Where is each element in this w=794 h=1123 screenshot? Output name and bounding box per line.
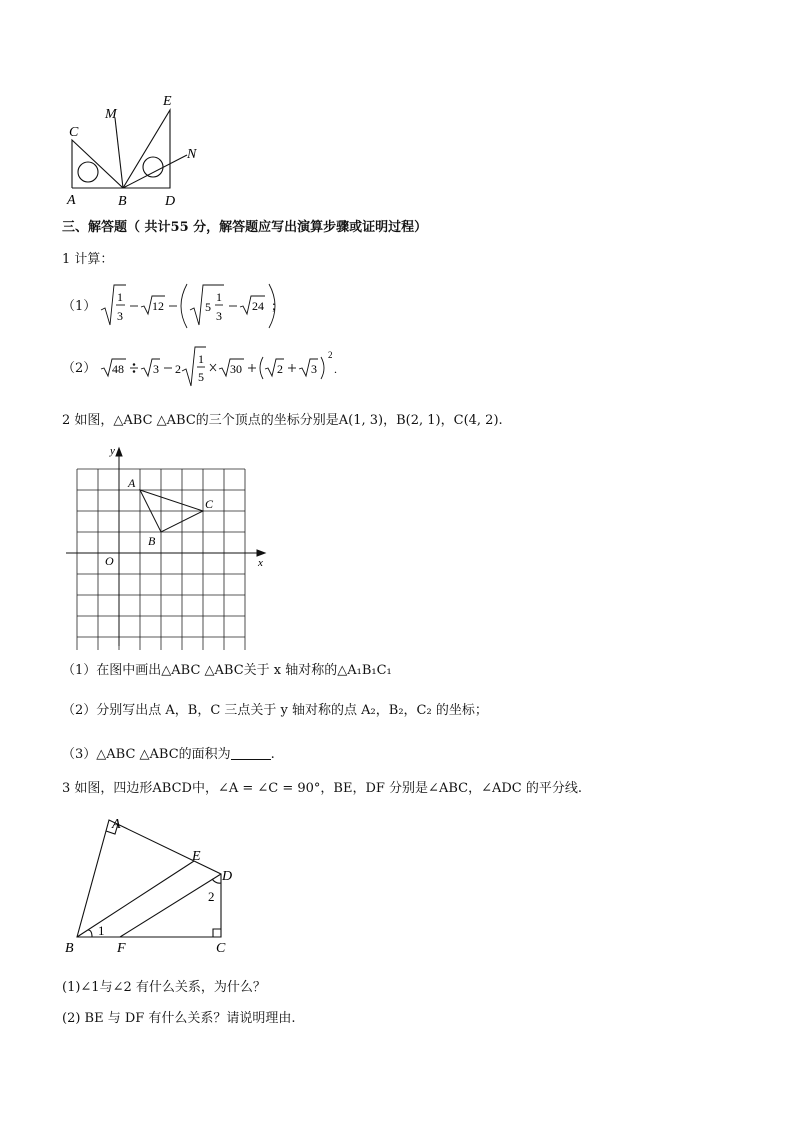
q2-intro: 2 如图，△ABC △ABC的三个顶点的坐标分别是A(1, 3)，B(2, 1)，C(4, 2). (62, 413, 503, 428)
svg-text:3: 3 (216, 309, 222, 323)
right-circle (143, 157, 163, 177)
label-c: C (69, 125, 79, 140)
svg-text:30: 30 (230, 362, 242, 376)
svg-text:3: 3 (117, 309, 123, 323)
svg-text:1: 1 (198, 352, 204, 366)
svg-text:5: 5 (198, 370, 204, 384)
left-circle (78, 162, 98, 182)
label-e: E (192, 849, 201, 864)
label-b: B (118, 194, 127, 208)
label-e: E (163, 94, 172, 109)
left-triangle (72, 140, 123, 188)
segment-df (120, 874, 221, 937)
q2-sub1: （1）在图中画出△ABC △ABC关于 x 轴对称的△A₁B₁C₁ (62, 663, 392, 678)
svg-text:12: 12 (152, 299, 164, 313)
svg-text:2: 2 (328, 350, 333, 360)
svg-text:3: 3 (311, 362, 317, 376)
q1-part2-label: （2） (62, 361, 97, 376)
label-n: N (187, 147, 197, 162)
svg-text:2: 2 (175, 362, 181, 376)
point-c-label: C (205, 497, 214, 511)
label-d: D (165, 194, 176, 208)
coordinate-grid-figure (62, 442, 272, 650)
angle-1-label: 1 (98, 923, 105, 938)
q1-part1-label: （1） (62, 299, 97, 314)
svg-text:；: ； (271, 299, 284, 313)
angle-arc-2 (212, 879, 221, 883)
angle-2-label: 2 (208, 889, 215, 904)
point-b-label: B (148, 534, 156, 548)
label-a: A (112, 817, 121, 832)
q1-intro: 1 计算： (62, 252, 114, 267)
figure-1-triangles (55, 88, 215, 208)
svg-text:.: . (334, 362, 337, 376)
angle-arc-1 (88, 930, 92, 937)
origin-label: O (105, 554, 114, 568)
x-axis-label: x (258, 557, 263, 569)
x-axis-arrow (257, 550, 265, 556)
quadrilateral-figure (62, 812, 252, 962)
right-angle-c (213, 929, 221, 937)
q3-sub2: (2) BE 与 DF 有什么关系？请说明理由. (62, 1011, 296, 1026)
point-a-label: A (128, 476, 136, 490)
label-f: F (117, 941, 126, 956)
label-b: B (65, 941, 74, 956)
y-axis-label: y (110, 445, 115, 457)
label-c: C (216, 941, 226, 956)
section-heading: 三、解答题（ 共计55 分，解答题应写出演算步骤或证明过程） (62, 220, 428, 235)
label-a: A (67, 193, 76, 208)
q1-part2-expression (96, 342, 356, 390)
q3-sub1: (1)∠1与∠2 有什么关系，为什么？ (62, 980, 266, 995)
y-axis-arrow (116, 448, 122, 456)
q2-sub3: （3）△ABC △ABC的面积为 . (62, 747, 275, 762)
q2-sub2: （2）分别写出点 A，B，C 三点关于 y 轴对称的点 A₂，B₂，C₂ 的坐标； (62, 703, 488, 718)
svg-text:24: 24 (252, 299, 264, 313)
svg-text:1: 1 (117, 290, 123, 304)
label-d: D (222, 869, 233, 884)
q3-intro: 3 如图，四边形ABCD中，∠A = ∠C = 90°，BE，DF 分别是∠ABC，∠ADC 的平分线. (62, 781, 582, 796)
answer-blank[interactable] (231, 747, 271, 760)
svg-text:1: 1 (216, 290, 222, 304)
q1-part1-expression (95, 280, 285, 332)
label-m: M (105, 107, 117, 122)
svg-text:3: 3 (153, 362, 159, 376)
ray-bm (115, 118, 123, 188)
svg-text:5: 5 (205, 300, 211, 314)
svg-text:2: 2 (277, 362, 283, 376)
svg-text:48: 48 (112, 362, 124, 376)
